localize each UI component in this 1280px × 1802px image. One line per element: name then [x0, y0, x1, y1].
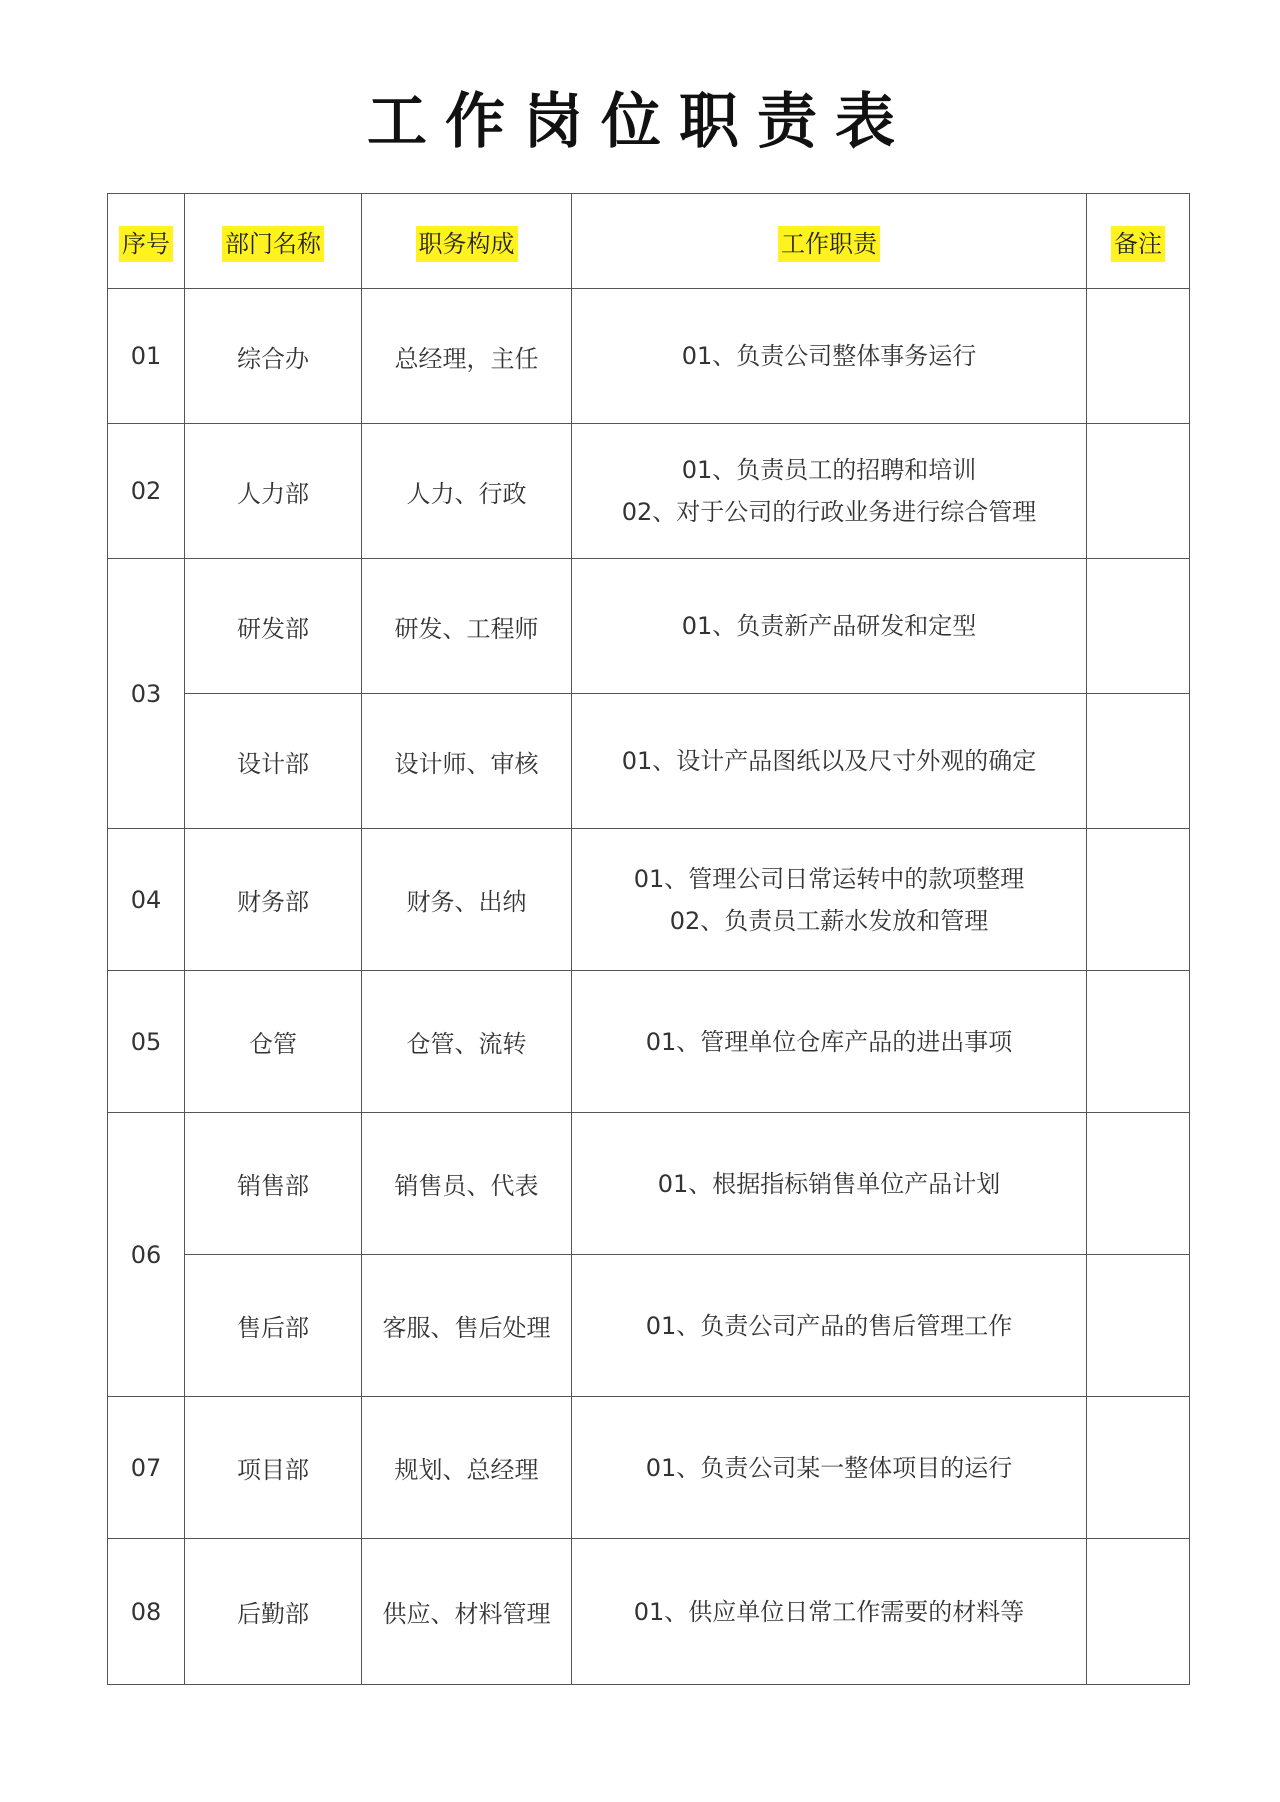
- cell-dept: 人力部: [185, 424, 362, 559]
- table-row: [108, 1113, 1190, 1255]
- duty-line: 02、对于公司的行政业务进行综合管理: [621, 498, 1037, 526]
- table-row: [108, 971, 1190, 1113]
- cell-duty: [572, 424, 1087, 559]
- cell-remark: [1087, 829, 1190, 971]
- cell-remark: [1087, 289, 1190, 424]
- duty-line: 01、负责公司某一整体项目的运行: [645, 1453, 1013, 1482]
- header-remark: 备注: [1087, 194, 1190, 289]
- cell-dept: 项目部: [185, 1397, 362, 1539]
- cell-role: 供应、材料管理: [362, 1539, 572, 1685]
- header-dept: 部门名称: [185, 194, 362, 289]
- header-row: [108, 194, 1190, 289]
- duty-line: 01、负责员工的招聘和培训: [681, 456, 977, 484]
- cell-role: 销售员、代表: [362, 1113, 572, 1255]
- cell-duty: [572, 829, 1087, 971]
- cell-duty: [572, 1539, 1087, 1685]
- cell-remark: [1087, 1113, 1190, 1255]
- table-row: [108, 424, 1190, 559]
- duty-line: 01、供应单位日常工作需要的材料等: [633, 1597, 1025, 1626]
- duty-line: 01、根据指标销售单位产品计划: [657, 1169, 1001, 1198]
- cell-no: 05: [108, 971, 185, 1113]
- cell-dept: 综合办: [185, 289, 362, 424]
- cell-role: 人力、行政: [362, 424, 572, 559]
- duty-table: [107, 193, 1190, 1685]
- cell-role: 客服、售后处理: [362, 1255, 572, 1397]
- cell-duty: [572, 1255, 1087, 1397]
- cell-remark: [1087, 1255, 1190, 1397]
- duty-line: 01、负责公司产品的售后管理工作: [645, 1311, 1013, 1340]
- duty-line: 01、管理公司日常运转中的款项整理: [633, 864, 1025, 893]
- cell-dept: 售后部: [185, 1255, 362, 1397]
- duty-line: 01、管理单位仓库产品的进出事项: [645, 1027, 1013, 1056]
- cell-role: 规划、总经理: [362, 1397, 572, 1539]
- cell-role: 仓管、流转: [362, 971, 572, 1113]
- cell-role: 财务、出纳: [362, 829, 572, 971]
- cell-duty: [572, 971, 1087, 1113]
- cell-dept: 研发部: [185, 559, 362, 694]
- table-row: [108, 1255, 1190, 1397]
- duty-line: 01、负责新产品研发和定型: [681, 612, 977, 640]
- cell-remark: [1087, 559, 1190, 694]
- cell-no: 02: [108, 424, 185, 559]
- cell-role: 总经理，主任: [362, 289, 572, 424]
- cell-remark: [1087, 424, 1190, 559]
- duty-line: 02、负责员工薪水发放和管理: [669, 906, 989, 935]
- cell-no: 04: [108, 829, 185, 971]
- cell-role: 设计师、审核: [362, 694, 572, 829]
- table-row: [108, 559, 1190, 694]
- cell-dept: 仓管: [185, 971, 362, 1113]
- cell-duty: [572, 1113, 1087, 1255]
- header-duty: 工作职责: [572, 194, 1087, 289]
- cell-remark: [1087, 1397, 1190, 1539]
- cell-duty: [572, 694, 1087, 829]
- table-row: [108, 1539, 1190, 1685]
- header-no: 序号: [108, 194, 185, 289]
- duty-line: 01、设计产品图纸以及尺寸外观的确定: [621, 747, 1037, 775]
- cell-no: 08: [108, 1539, 185, 1685]
- cell-no: 06: [108, 1113, 185, 1397]
- page-title: 工作岗位职责表: [367, 87, 913, 157]
- table-row: [108, 829, 1190, 971]
- cell-no: 03: [108, 559, 185, 829]
- table-row: [108, 289, 1190, 424]
- cell-remark: [1087, 1539, 1190, 1685]
- cell-duty: [572, 1397, 1087, 1539]
- cell-dept: 财务部: [185, 829, 362, 971]
- cell-no: 07: [108, 1397, 185, 1539]
- cell-dept: 设计部: [185, 694, 362, 829]
- cell-remark: [1087, 971, 1190, 1113]
- cell-dept: 后勤部: [185, 1539, 362, 1685]
- table-row: [108, 1397, 1190, 1539]
- cell-role: 研发、工程师: [362, 559, 572, 694]
- cell-remark: [1087, 694, 1190, 829]
- header-role: 职务构成: [362, 194, 572, 289]
- cell-duty: [572, 559, 1087, 694]
- table-row: [108, 694, 1190, 829]
- cell-no: 01: [108, 289, 185, 424]
- cell-dept: 销售部: [185, 1113, 362, 1255]
- duty-line: 01、负责公司整体事务运行: [681, 342, 977, 370]
- cell-duty: [572, 289, 1087, 424]
